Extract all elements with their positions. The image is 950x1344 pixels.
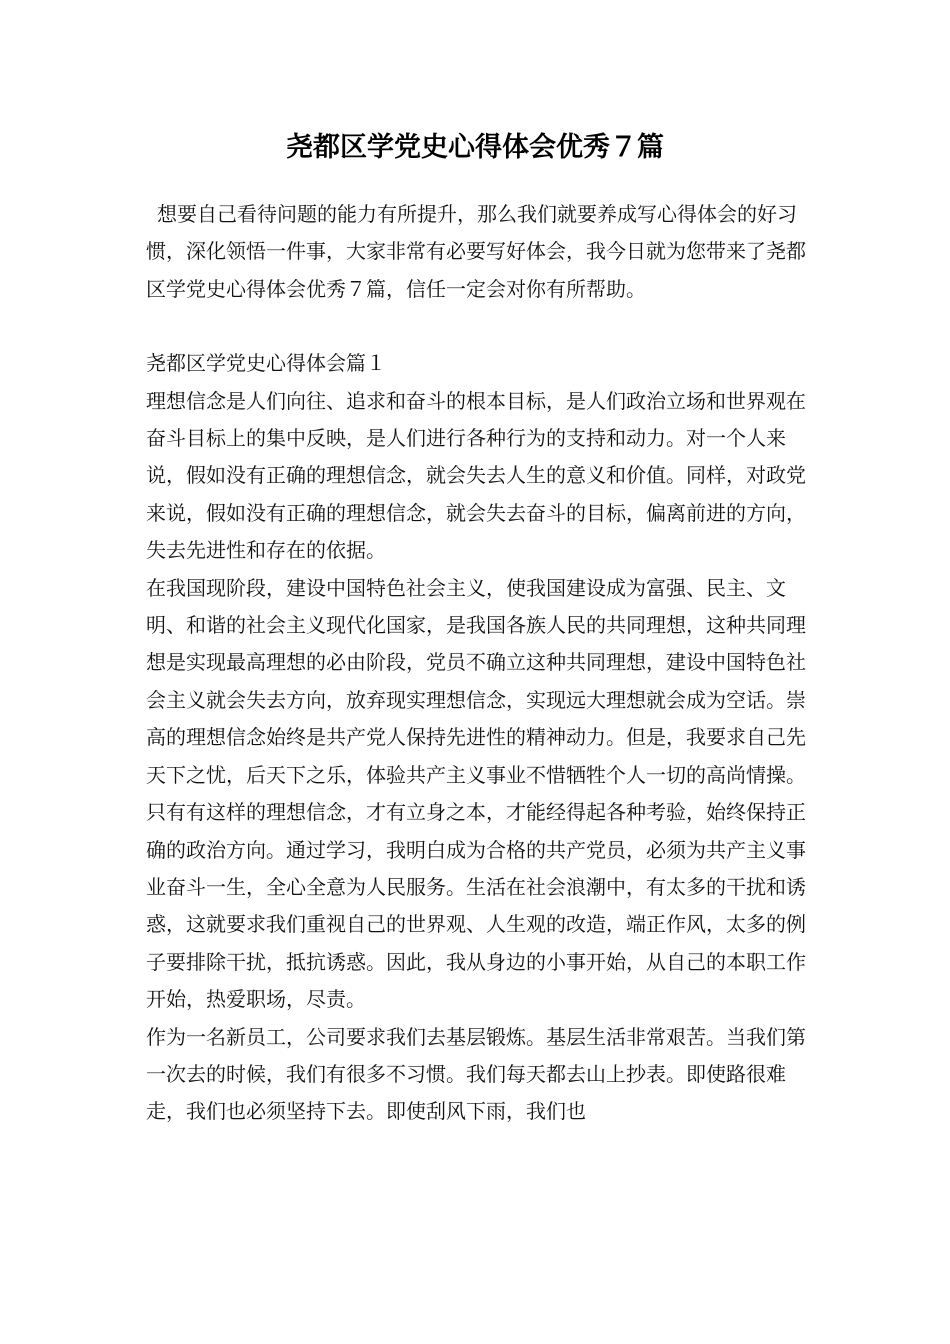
intro-paragraph: 想要自己看待问题的能力有所提升，那么我们就要养成写心得体会的好习惯，深化领悟一件事，大家非常有必要写好体会，我今日就为您带来了尧都区学党史心得体会优秀７篇，信任一定会对你有所帮助。: [146, 202, 806, 301]
body-paragraph: 在我国现阶段，建设中国特色社会主义，使我国建设成为富强、民主、文明、和谐的社会主义现代化国家，是我国各族人民的共同理想，这种共同理想是实现最高理想的必由阶段，党员不确立这种共同理想，建设中国特色社会主义就会失去方向，放弃现实理想信念，实现远大理想就会成为空话。崇高的理想信念始终是共产党人保持先进性的精神动力。但是，我要求自己先天下之忧，后天下之乐，体验共产主义事业不惜牺牲个人一切的高尚情操。只有有这样的理想信念，才有立身之本，才能经得起各种考验，始终保持正确的政治方向。通过学习，我明白成为合格的共产党员，必须为共产主义事业奋斗一生，全心全意为人民服务。生活在社会浪潮中，有太多的干扰和诱惑，这就要求我们重视自己的世界观、人生观的改造，端正作风，太多的例子要排除干扰，抵抗诱惑。因此，我从身边的小事开始，从自己的本职工作开始，热爱职场，尽责。: [146, 575, 806, 1012]
body-paragraph: 理想信念是人们向往、追求和奋斗的根本目标，是人们政治立场和世界观在奋斗目标上的集中反映，是人们进行各种行为的支持和动力。对一个人来说，假如没有正确的理想信念，就会失去人生的意义和价值。同样，对政党来说，假如没有正确的理想信念，就会失去奋斗的目标，偏离前进的方向，失去先进性和存在的依据。: [146, 388, 806, 563]
document-title: 尧都区学党史心得体会优秀７篇: [286, 132, 664, 163]
paragraph-spacer: [146, 308, 810, 345]
section-heading: 尧都区学党史心得体会篇１: [146, 351, 386, 376]
document-body: [146, 196, 810, 1131]
body-paragraph: 作为一名新员工，公司要求我们去基层锻炼。基层生活非常艰苦。当我们第一次去的时候，我们有很多不习惯。我们每天都去山上抄表。即使路很难走，我们也必须坚持下去。即使刮风下雨，我们也: [146, 1024, 806, 1124]
